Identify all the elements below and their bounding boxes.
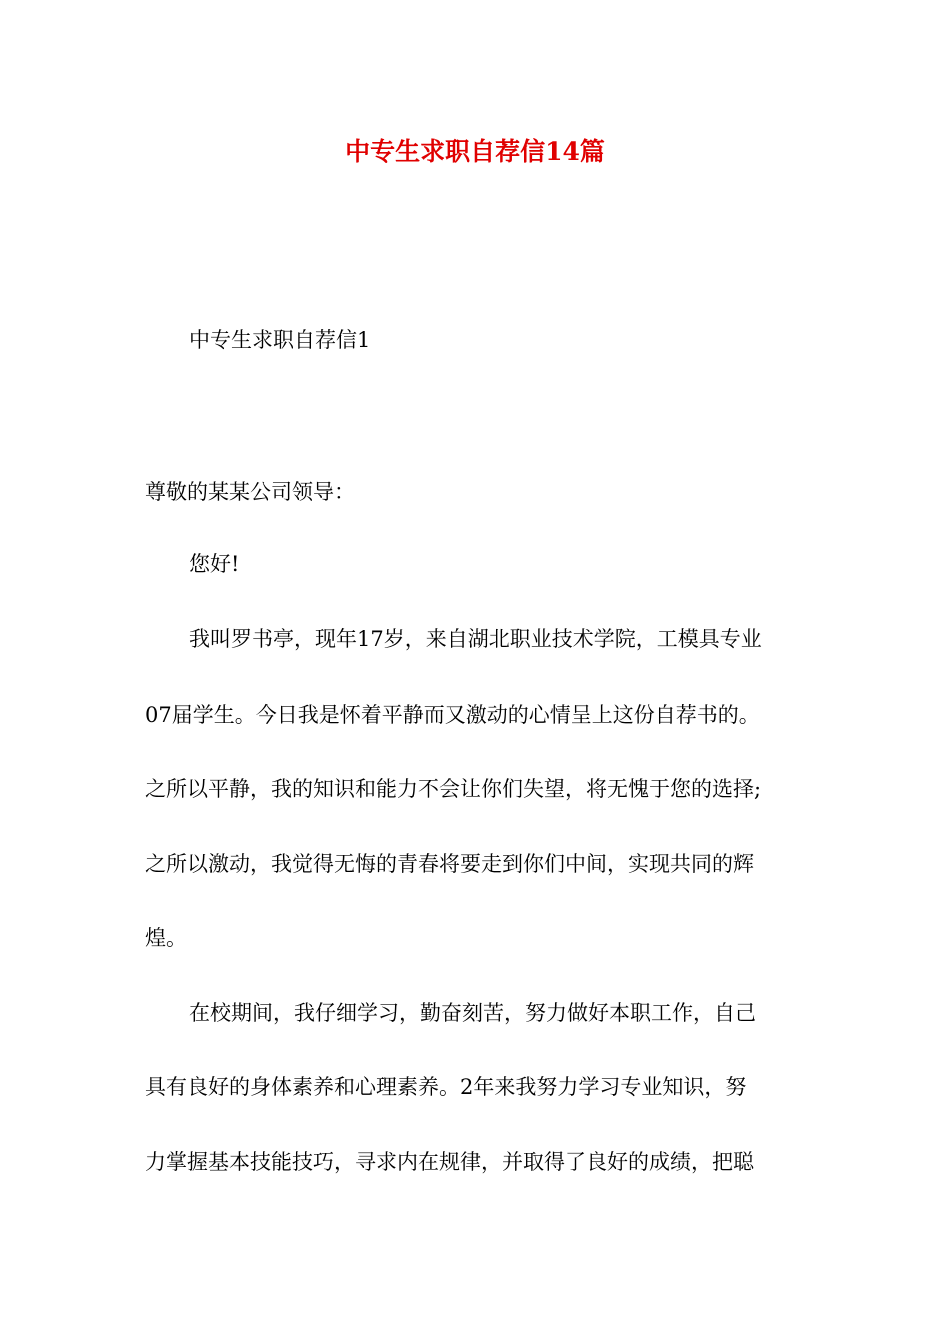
paragraph-line: 我叫罗书亭，现年17岁，来自湖北职业技术学院，工模具专业 <box>189 627 762 651</box>
document-title: 中专生求职自荐信14篇 <box>345 137 605 166</box>
paragraph-line: 之所以平静，我的知识和能力不会让你们失望，将无愧于您的选择; <box>145 777 762 801</box>
salutation: 尊敬的某某公司领导： <box>145 480 355 504</box>
paragraph-line: 在校期间，我仔细学习，勤奋刻苦，努力做好本职工作，自己 <box>189 1001 756 1025</box>
section-heading: 中专生求职自荐信1 <box>189 328 371 352</box>
paragraph-line: 具有良好的身体素养和心理素养。2年来我努力学习专业知识，努 <box>145 1075 747 1099</box>
greeting: 您好! <box>189 552 240 576</box>
paragraph-line: 煌。 <box>145 926 187 950</box>
paragraph-line: 力掌握基本技能技巧，寻求内在规律，并取得了良好的成绩，把聪 <box>145 1150 754 1174</box>
paragraph-line: 07届学生。今日我是怀着平静而又激动的心情呈上这份自荐书的。 <box>145 703 760 727</box>
paragraph-line: 之所以激动，我觉得无悔的青春将要走到你们中间，实现共同的辉 <box>145 852 754 876</box>
